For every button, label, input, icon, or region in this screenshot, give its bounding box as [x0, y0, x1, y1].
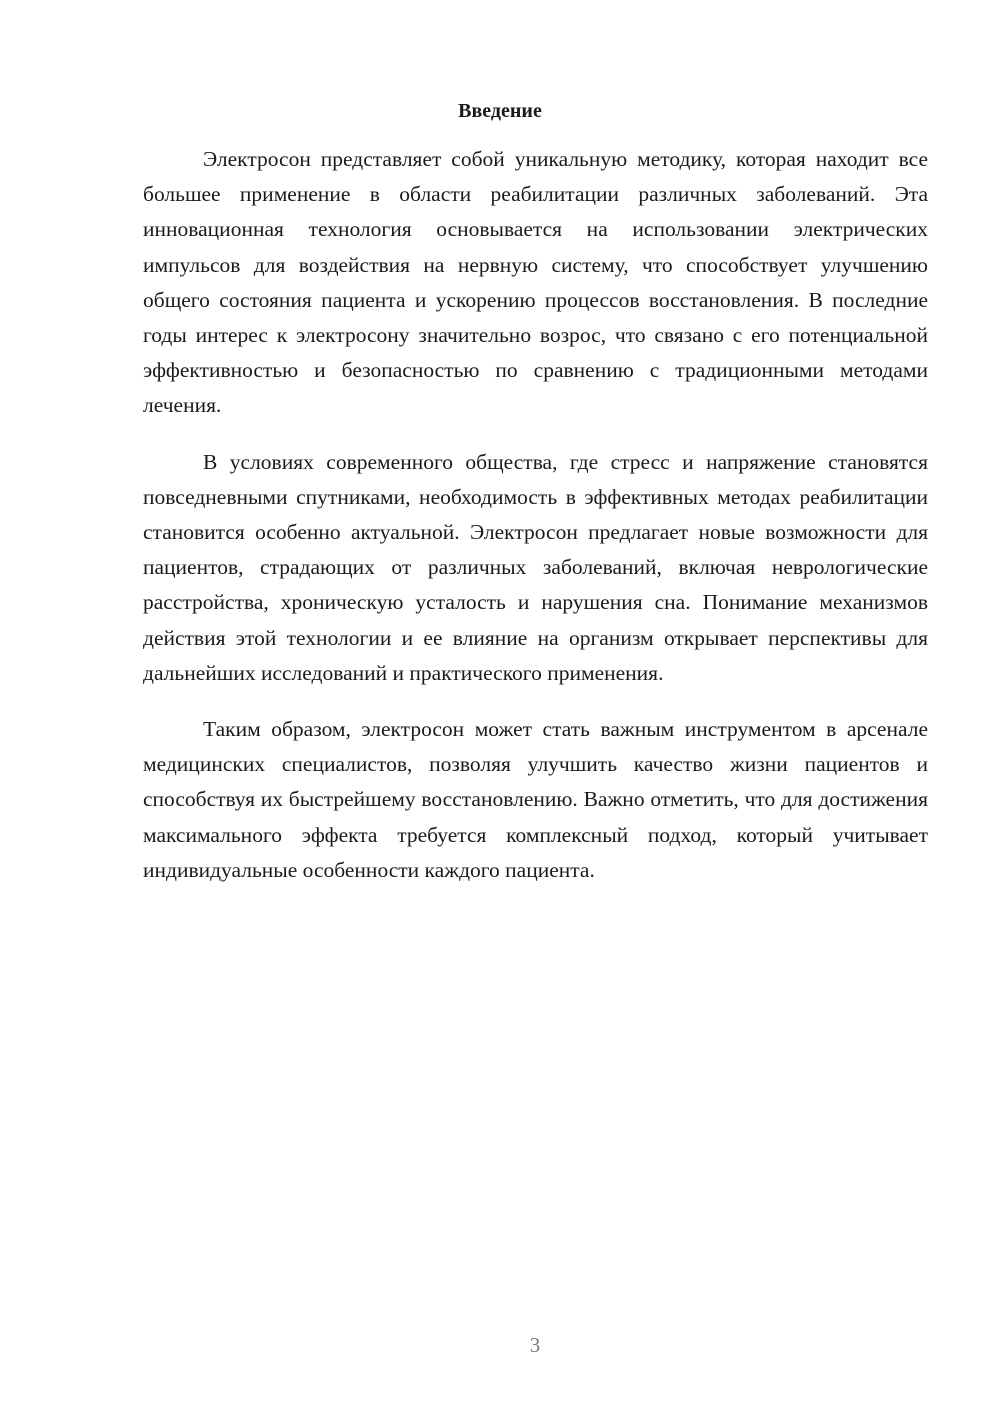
document-body	[143, 142, 928, 888]
paragraph-3: Таким образом, электросон может стать важным инструментом в арсенале медицинских специалистов, позволяя улучшить качество жизни пациентов и способствуя их быстрейшему восстановлению. Важно отметить, что для достижения максимального эффекта требуется комплексный подход, который учитывает индивидуальные особенности каждого пациента.	[143, 717, 928, 882]
page-title: Введение	[458, 100, 542, 122]
page-number: 3	[529, 1333, 541, 1357]
paragraph-2: В условиях современного общества, где стресс и напряжение становятся повседневными спутниками, необходимость в эффективных методах реабилитации становится особенно актуальной. Электросон предлагает новые возможности для пациентов, страдающих от различных заболеваний, включая неврологические расстройства, хроническую усталость и нарушения сна. Понимание механизмов действия этой технологии и ее влияние на организм открывает перспективы для дальнейших исследований и практического применения.	[143, 449, 928, 685]
paragraph-1: Электросон представляет собой уникальную методику, которая находит все большее применение в области реабилитации различных заболеваний. Эта инновационная технология основывается на использовании электрических импульсов для воздействия на нервную систему, что способствует улучшению общего состояния пациента и ускорению процессов восстановления. В последние годы интерес к электросону значительно возрос, что связано с его потенциальной эффективностью и безопасностью по сравнению с традиционными методами лечения.	[143, 147, 928, 418]
